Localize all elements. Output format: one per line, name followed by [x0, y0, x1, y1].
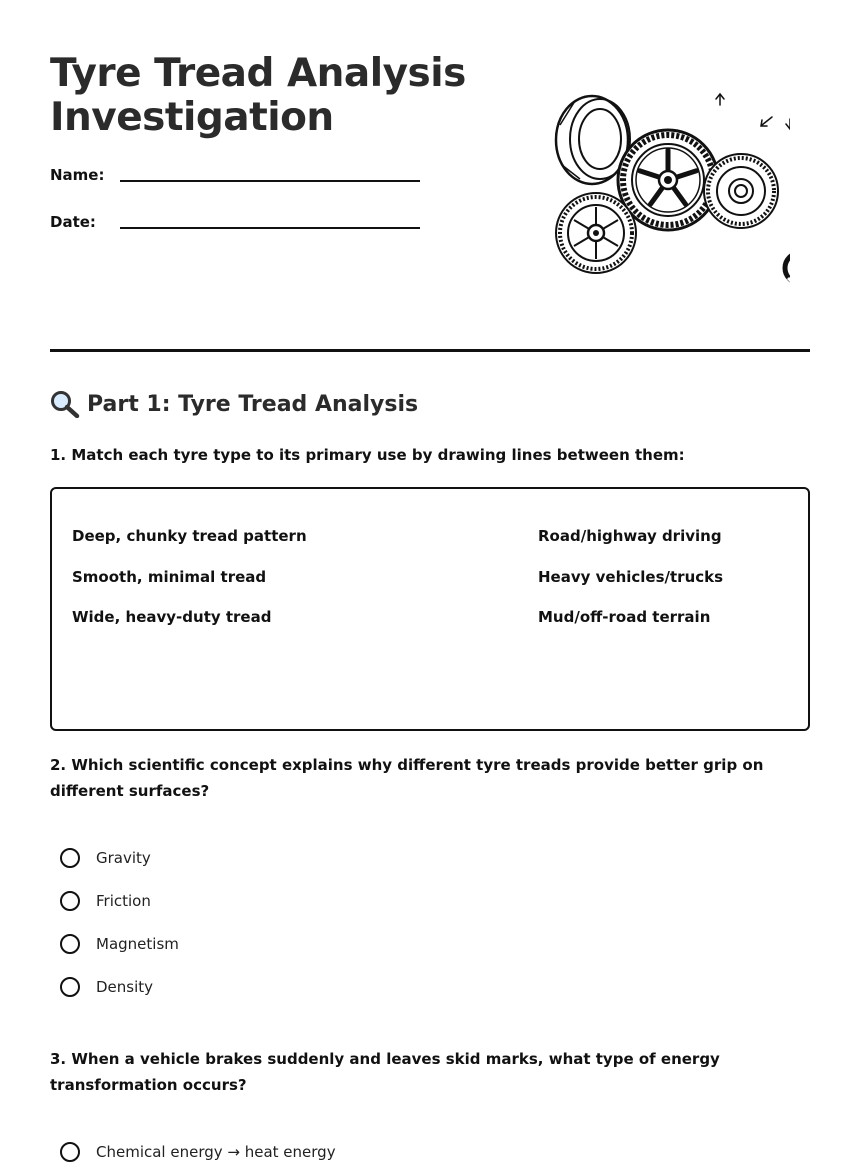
option-label: Density: [96, 978, 154, 996]
radio-button[interactable]: [60, 891, 80, 911]
name-label: Name:: [50, 166, 105, 184]
q2-option[interactable]: [60, 931, 179, 957]
match-right-column: [538, 527, 723, 649]
ring-icon: [785, 251, 790, 284]
spoked-wheel-icon: [556, 193, 636, 273]
question-2-text: 2. Which scientific concept explains why different tyre treads provide better grip on different surfaces?: [50, 756, 764, 800]
magnifying-glass-icon: [50, 390, 80, 418]
match-left-item[interactable]: Wide, heavy-duty tread: [72, 608, 272, 626]
name-field[interactable]: [50, 166, 420, 190]
match-left-item[interactable]: Smooth, minimal tread: [72, 567, 267, 586]
q3-option[interactable]: [60, 1139, 336, 1165]
part1-heading-text: Part 1: Tyre Tread Analysis: [87, 391, 419, 417]
main-wheel-icon: [618, 130, 718, 230]
radio-button[interactable]: [60, 1142, 80, 1162]
q2-option[interactable]: [60, 845, 151, 871]
name-input-line[interactable]: [120, 180, 420, 182]
radio-button[interactable]: [60, 934, 80, 954]
matching-box[interactable]: [50, 487, 810, 731]
header-divider: [50, 349, 810, 352]
radio-button[interactable]: [60, 848, 80, 868]
part1-heading: [50, 390, 418, 418]
option-label: Chemical energy → heat energy: [96, 1143, 336, 1161]
match-right-item[interactable]: Mud/off-road terrain: [538, 608, 711, 626]
q2-option[interactable]: [60, 974, 153, 1000]
match-right-item[interactable]: Heavy vehicles/trucks: [538, 567, 724, 586]
question-3-text: 3. When a vehicle brakes suddenly and leaves skid marks, what type of energy transformation occurs?: [50, 1050, 720, 1094]
date-field[interactable]: [50, 213, 420, 237]
date-label: Date:: [50, 213, 96, 231]
match-left-item[interactable]: Deep, chunky tread pattern: [72, 527, 307, 545]
title-line-1: Tyre Tread Analysis: [50, 51, 466, 96]
option-label: Magnetism: [96, 935, 179, 953]
small-wheel-icon: [704, 154, 778, 228]
question-1-text: 1. Match each tyre type to its primary use by drawing lines between them:: [50, 446, 685, 464]
option-label: Friction: [96, 892, 151, 910]
radio-button[interactable]: [60, 977, 80, 997]
title-line-2: Investigation: [50, 95, 334, 140]
option-label: Gravity: [96, 849, 151, 867]
match-right-item[interactable]: Road/highway driving: [538, 527, 722, 545]
q2-option[interactable]: [60, 888, 151, 914]
page-title: [50, 52, 490, 140]
arrows-icon: [716, 94, 790, 129]
date-input-line[interactable]: [120, 227, 420, 229]
match-left-column: [72, 527, 307, 649]
tyres-illustration: [550, 85, 790, 295]
